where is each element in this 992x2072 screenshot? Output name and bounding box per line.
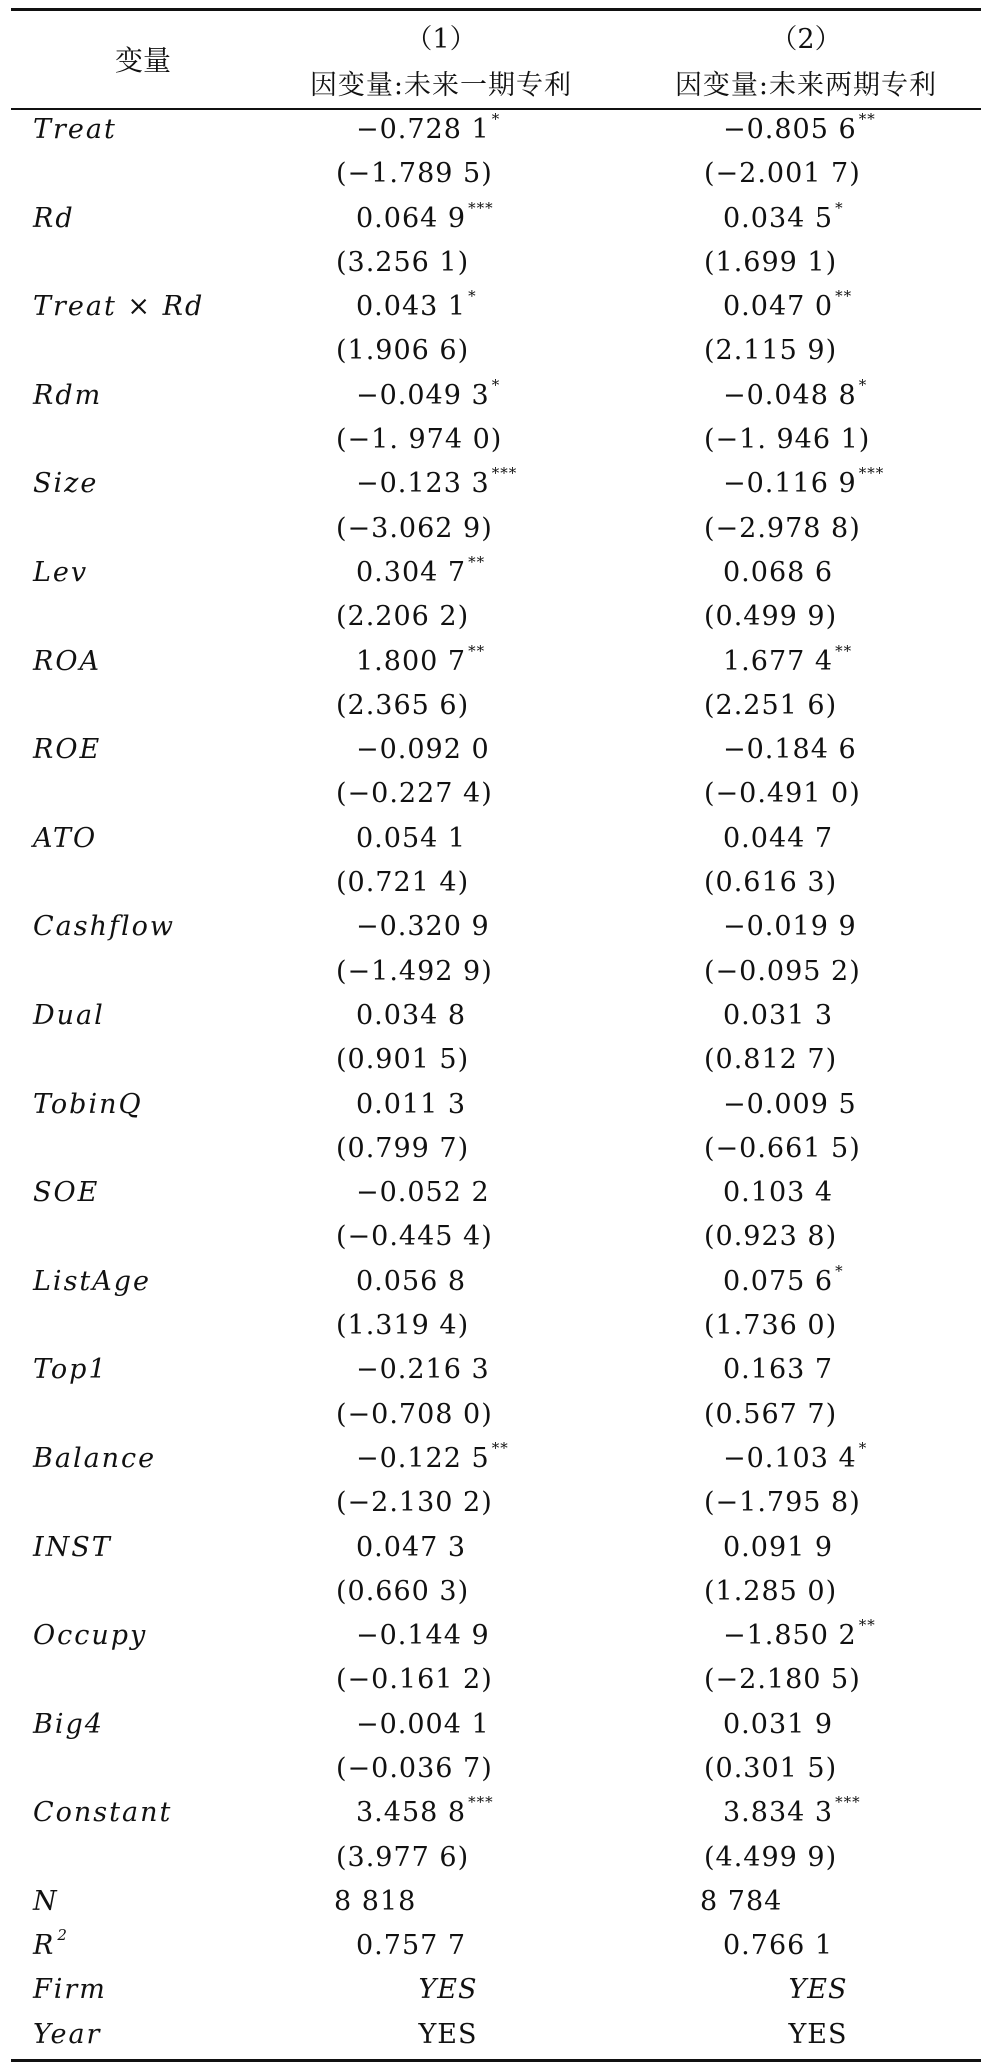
tstat-col2: (−0.661 5)	[704, 1132, 861, 1164]
coef-row	[11, 1439, 981, 1483]
variable-name: Treat × Rd	[33, 291, 205, 323]
tstat-row	[11, 420, 981, 464]
sig-stars-col2: **	[835, 641, 853, 660]
header-col1-number: （1）	[405, 24, 477, 55]
n-col2: 8 784	[700, 1885, 783, 1917]
variable-name: INST	[33, 1531, 112, 1563]
coef-col1: −0.092 0	[356, 734, 490, 766]
tstat-col2: (0.567 7)	[704, 1398, 838, 1430]
coef-row	[11, 110, 981, 154]
sig-stars-col2: *	[835, 198, 844, 217]
variable-name: SOE	[33, 1177, 100, 1209]
firm-label: Firm	[33, 1974, 107, 2006]
tstat-row	[11, 509, 981, 553]
tstat-col2: (0.812 7)	[704, 1044, 838, 1076]
tstat-row	[11, 1483, 981, 1527]
r2-row	[11, 1926, 981, 1970]
sig-stars-col1: **	[468, 641, 486, 660]
year-row	[11, 2015, 981, 2059]
coef-col1: −0.144 9	[356, 1620, 490, 1652]
tstat-row	[11, 1660, 981, 1704]
tstat-col1: (0.660 3)	[336, 1575, 470, 1607]
coef-col1: 0.064 9 ***	[356, 198, 494, 234]
coef-col2: 0.034 5 *	[723, 198, 844, 234]
sig-stars-col1: *	[468, 287, 477, 306]
tstat-col2: (0.923 8)	[704, 1221, 838, 1253]
coef-col2: 3.834 3 ***	[723, 1793, 861, 1829]
tstat-row	[11, 863, 981, 907]
tstat-row	[11, 1217, 981, 1261]
tstat-col1: (−2.130 2)	[336, 1487, 493, 1519]
variable-name: Treat	[33, 114, 117, 145]
coef-col2: −0.103 4 *	[723, 1438, 868, 1474]
coef-row	[11, 1616, 981, 1660]
variable-name: Rd	[33, 202, 75, 234]
coef-row	[11, 376, 981, 420]
coef-col2: −0.048 8 *	[723, 375, 868, 411]
variable-name: Rdm	[33, 379, 103, 411]
table-body	[11, 110, 981, 1882]
variable-name: Dual	[33, 999, 105, 1031]
tstat-col1: (−0.708 0)	[336, 1398, 493, 1430]
sig-stars-col1: ***	[468, 1793, 494, 1812]
coef-col1: 3.458 8 ***	[356, 1793, 494, 1829]
coef-row	[11, 464, 981, 508]
coef-row	[11, 1085, 981, 1129]
tstat-col2: (−1.795 8)	[704, 1487, 861, 1519]
tstat-col2: (1.285 0)	[704, 1575, 838, 1607]
tstat-col1: (−0.161 2)	[336, 1664, 493, 1696]
coef-col2: 0.047 0 **	[723, 287, 853, 323]
table-header	[11, 11, 981, 108]
tstat-col1: (−1. 974 0)	[336, 424, 503, 456]
coef-col2: −0.009 5	[723, 1088, 857, 1120]
tstat-col1: (1.906 6)	[336, 335, 470, 367]
tstat-row	[11, 1572, 981, 1616]
coef-col2: −1.850 2 **	[723, 1616, 876, 1652]
tstat-row	[11, 774, 981, 818]
tstat-col2: (−2.978 8)	[704, 512, 861, 544]
variable-name: Size	[33, 468, 99, 500]
tstat-row	[11, 686, 981, 730]
coef-col1: 1.800 7 **	[356, 641, 486, 677]
sig-stars-col1: **	[491, 1438, 509, 1457]
sig-stars-col2: **	[858, 1616, 876, 1635]
coef-col2: 0.075 6 *	[723, 1261, 844, 1297]
tstat-col2: (4.499 9)	[704, 1841, 838, 1873]
variable-name: Cashflow	[33, 911, 175, 943]
tstat-col1: (−0.036 7)	[336, 1752, 493, 1784]
coef-row	[11, 287, 981, 331]
header-variable-label: 变量	[114, 44, 171, 77]
sig-stars-col1: ***	[491, 464, 518, 483]
r2-label: R $^2$	[33, 1926, 69, 1962]
variable-name: Big4	[33, 1708, 104, 1740]
bottom-rule	[11, 2059, 981, 2062]
tstat-row	[11, 1129, 981, 1173]
n-row	[11, 1882, 981, 1926]
coef-col2: 0.091 9	[723, 1531, 834, 1563]
n-col1: 8 818	[334, 1885, 417, 1917]
variable-name: Constant	[33, 1797, 173, 1829]
coef-row	[11, 1705, 981, 1749]
coef-col2: 0.044 7	[723, 822, 834, 854]
coef-col1: −0.216 3	[356, 1354, 490, 1386]
coef-col1: 0.011 3	[356, 1088, 467, 1120]
variable-name: ROA	[33, 645, 101, 677]
variable-name: Top1	[33, 1354, 108, 1386]
r2-col2: 0.766 1	[723, 1930, 834, 1962]
sig-stars-col2: ***	[835, 1793, 861, 1812]
tstat-col1: (3.256 1)	[336, 246, 470, 278]
tstat-row	[11, 1040, 981, 1084]
sig-stars-col2: *	[858, 375, 868, 394]
tstat-col2: (−1. 946 1)	[704, 424, 871, 456]
n-label: N	[33, 1885, 59, 1917]
coef-row	[11, 996, 981, 1040]
tstat-col2: (−2.180 5)	[704, 1664, 861, 1696]
tstat-row	[11, 952, 981, 996]
sig-stars-col2: **	[835, 287, 853, 306]
sig-stars-col2: ***	[858, 464, 885, 483]
tstat-col1: (3.977 6)	[336, 1841, 470, 1873]
variable-name: Lev	[33, 556, 89, 588]
tstat-row	[11, 331, 981, 375]
coef-col2: 0.031 3	[723, 999, 834, 1031]
coef-row	[11, 1350, 981, 1394]
header-col1-title: 因变量:未来一期专利	[309, 70, 573, 101]
tstat-col1: (2.365 6)	[336, 689, 470, 721]
tstat-col2: (1.736 0)	[704, 1310, 838, 1342]
tstat-col1: (−3.062 9)	[336, 512, 493, 544]
coef-col2: 1.677 4 **	[723, 641, 853, 677]
tstat-col2: (1.699 1)	[704, 246, 838, 278]
regression-table	[11, 8, 981, 2062]
firm-col1: YES	[418, 1974, 478, 2006]
firm-row	[11, 1970, 981, 2014]
coef-col2: −0.116 9 ***	[723, 464, 885, 500]
variable-name: Occupy	[33, 1620, 148, 1652]
coef-col1: 0.043 1 *	[356, 287, 477, 323]
coef-row	[11, 1262, 981, 1306]
sig-stars-col1: *	[491, 375, 501, 394]
header-col2-title: 因变量:未来两期专利	[674, 70, 938, 101]
header-col2-number: （2）	[770, 24, 842, 55]
coef-col2: −0.019 9	[723, 911, 857, 943]
tstat-col1: (−0.445 4)	[336, 1221, 493, 1253]
variable-name: TobinQ	[33, 1088, 143, 1120]
coef-row	[11, 199, 981, 243]
tstat-col1: (2.206 2)	[336, 601, 470, 633]
coef-col2: 0.163 7	[723, 1354, 834, 1386]
coef-col2: −0.184 6	[723, 734, 857, 766]
variable-name: ATO	[33, 822, 98, 854]
tstat-col1: (0.799 7)	[336, 1132, 470, 1164]
coef-col1: −0.122 5 **	[356, 1438, 509, 1474]
firm-col2: YES	[788, 1974, 848, 2006]
tstat-col1: (−1.789 5)	[336, 158, 493, 190]
coef-row	[11, 730, 981, 774]
tstat-col2: (0.499 9)	[704, 601, 838, 633]
coef-col1: −0.320 9	[356, 911, 490, 943]
coef-col2: −0.805 6 **	[723, 110, 876, 145]
tstat-row	[11, 243, 981, 287]
tstat-col1: (0.901 5)	[336, 1044, 470, 1076]
tstat-col2: (0.301 5)	[704, 1752, 838, 1784]
coef-col1: −0.052 2	[356, 1177, 490, 1209]
tstat-row	[11, 1395, 981, 1439]
tstat-col1: (0.721 4)	[336, 867, 470, 899]
tstat-row	[11, 1749, 981, 1793]
coef-col1: −0.123 3 ***	[356, 464, 518, 500]
year-label: Year	[33, 2018, 102, 2050]
coef-col2: 0.068 6	[723, 556, 834, 588]
coef-col1: 0.304 7 **	[356, 552, 486, 588]
variable-name: Balance	[33, 1442, 157, 1474]
coef-row	[11, 907, 981, 951]
coef-row	[11, 1528, 981, 1572]
tstat-row	[11, 597, 981, 641]
sig-stars-col2: *	[835, 1261, 844, 1280]
coef-row	[11, 819, 981, 863]
tstat-col1: (−1.492 9)	[336, 955, 493, 987]
year-col2: YES	[788, 2018, 848, 2050]
tstat-col1: (1.319 4)	[336, 1310, 470, 1342]
coef-col1: 0.054 1	[356, 822, 467, 854]
coef-row	[11, 642, 981, 686]
coef-row	[11, 1173, 981, 1217]
variable-name: ListAge	[33, 1265, 152, 1297]
sig-stars-col1: *	[491, 110, 501, 128]
sig-stars-col1: **	[468, 552, 486, 571]
sig-stars-col1: ***	[468, 198, 494, 217]
tstat-col2: (2.251 6)	[704, 689, 838, 721]
variable-name: ROE	[33, 734, 102, 766]
tstat-row	[11, 1306, 981, 1350]
year-col1: YES	[418, 2018, 478, 2050]
coef-col2: 0.103 4	[723, 1177, 834, 1209]
sig-stars-col2: **	[858, 110, 876, 128]
tstat-row	[11, 1838, 981, 1882]
tstat-col2: (−0.491 0)	[704, 778, 861, 810]
tstat-col1: (−0.227 4)	[336, 778, 493, 810]
tstat-col2: (2.115 9)	[704, 335, 838, 367]
coef-col1: −0.728 1 *	[356, 110, 501, 145]
coef-row	[11, 553, 981, 597]
coef-col1: −0.004 1	[356, 1708, 490, 1740]
coef-col1: 0.047 3	[356, 1531, 467, 1563]
tstat-col2: (−2.001 7)	[704, 158, 861, 190]
sig-stars-col2: *	[858, 1438, 868, 1457]
r2-col1: 0.757 7	[356, 1930, 467, 1962]
coef-col1: 0.034 8	[356, 999, 467, 1031]
tstat-col2: (0.616 3)	[704, 867, 838, 899]
tstat-row	[11, 154, 981, 198]
coef-col1: 0.056 8	[356, 1265, 467, 1297]
coef-col1: −0.049 3 *	[356, 375, 501, 411]
tstat-col2: (−0.095 2)	[704, 955, 861, 987]
coef-col2: 0.031 9	[723, 1708, 834, 1740]
coef-row	[11, 1793, 981, 1837]
